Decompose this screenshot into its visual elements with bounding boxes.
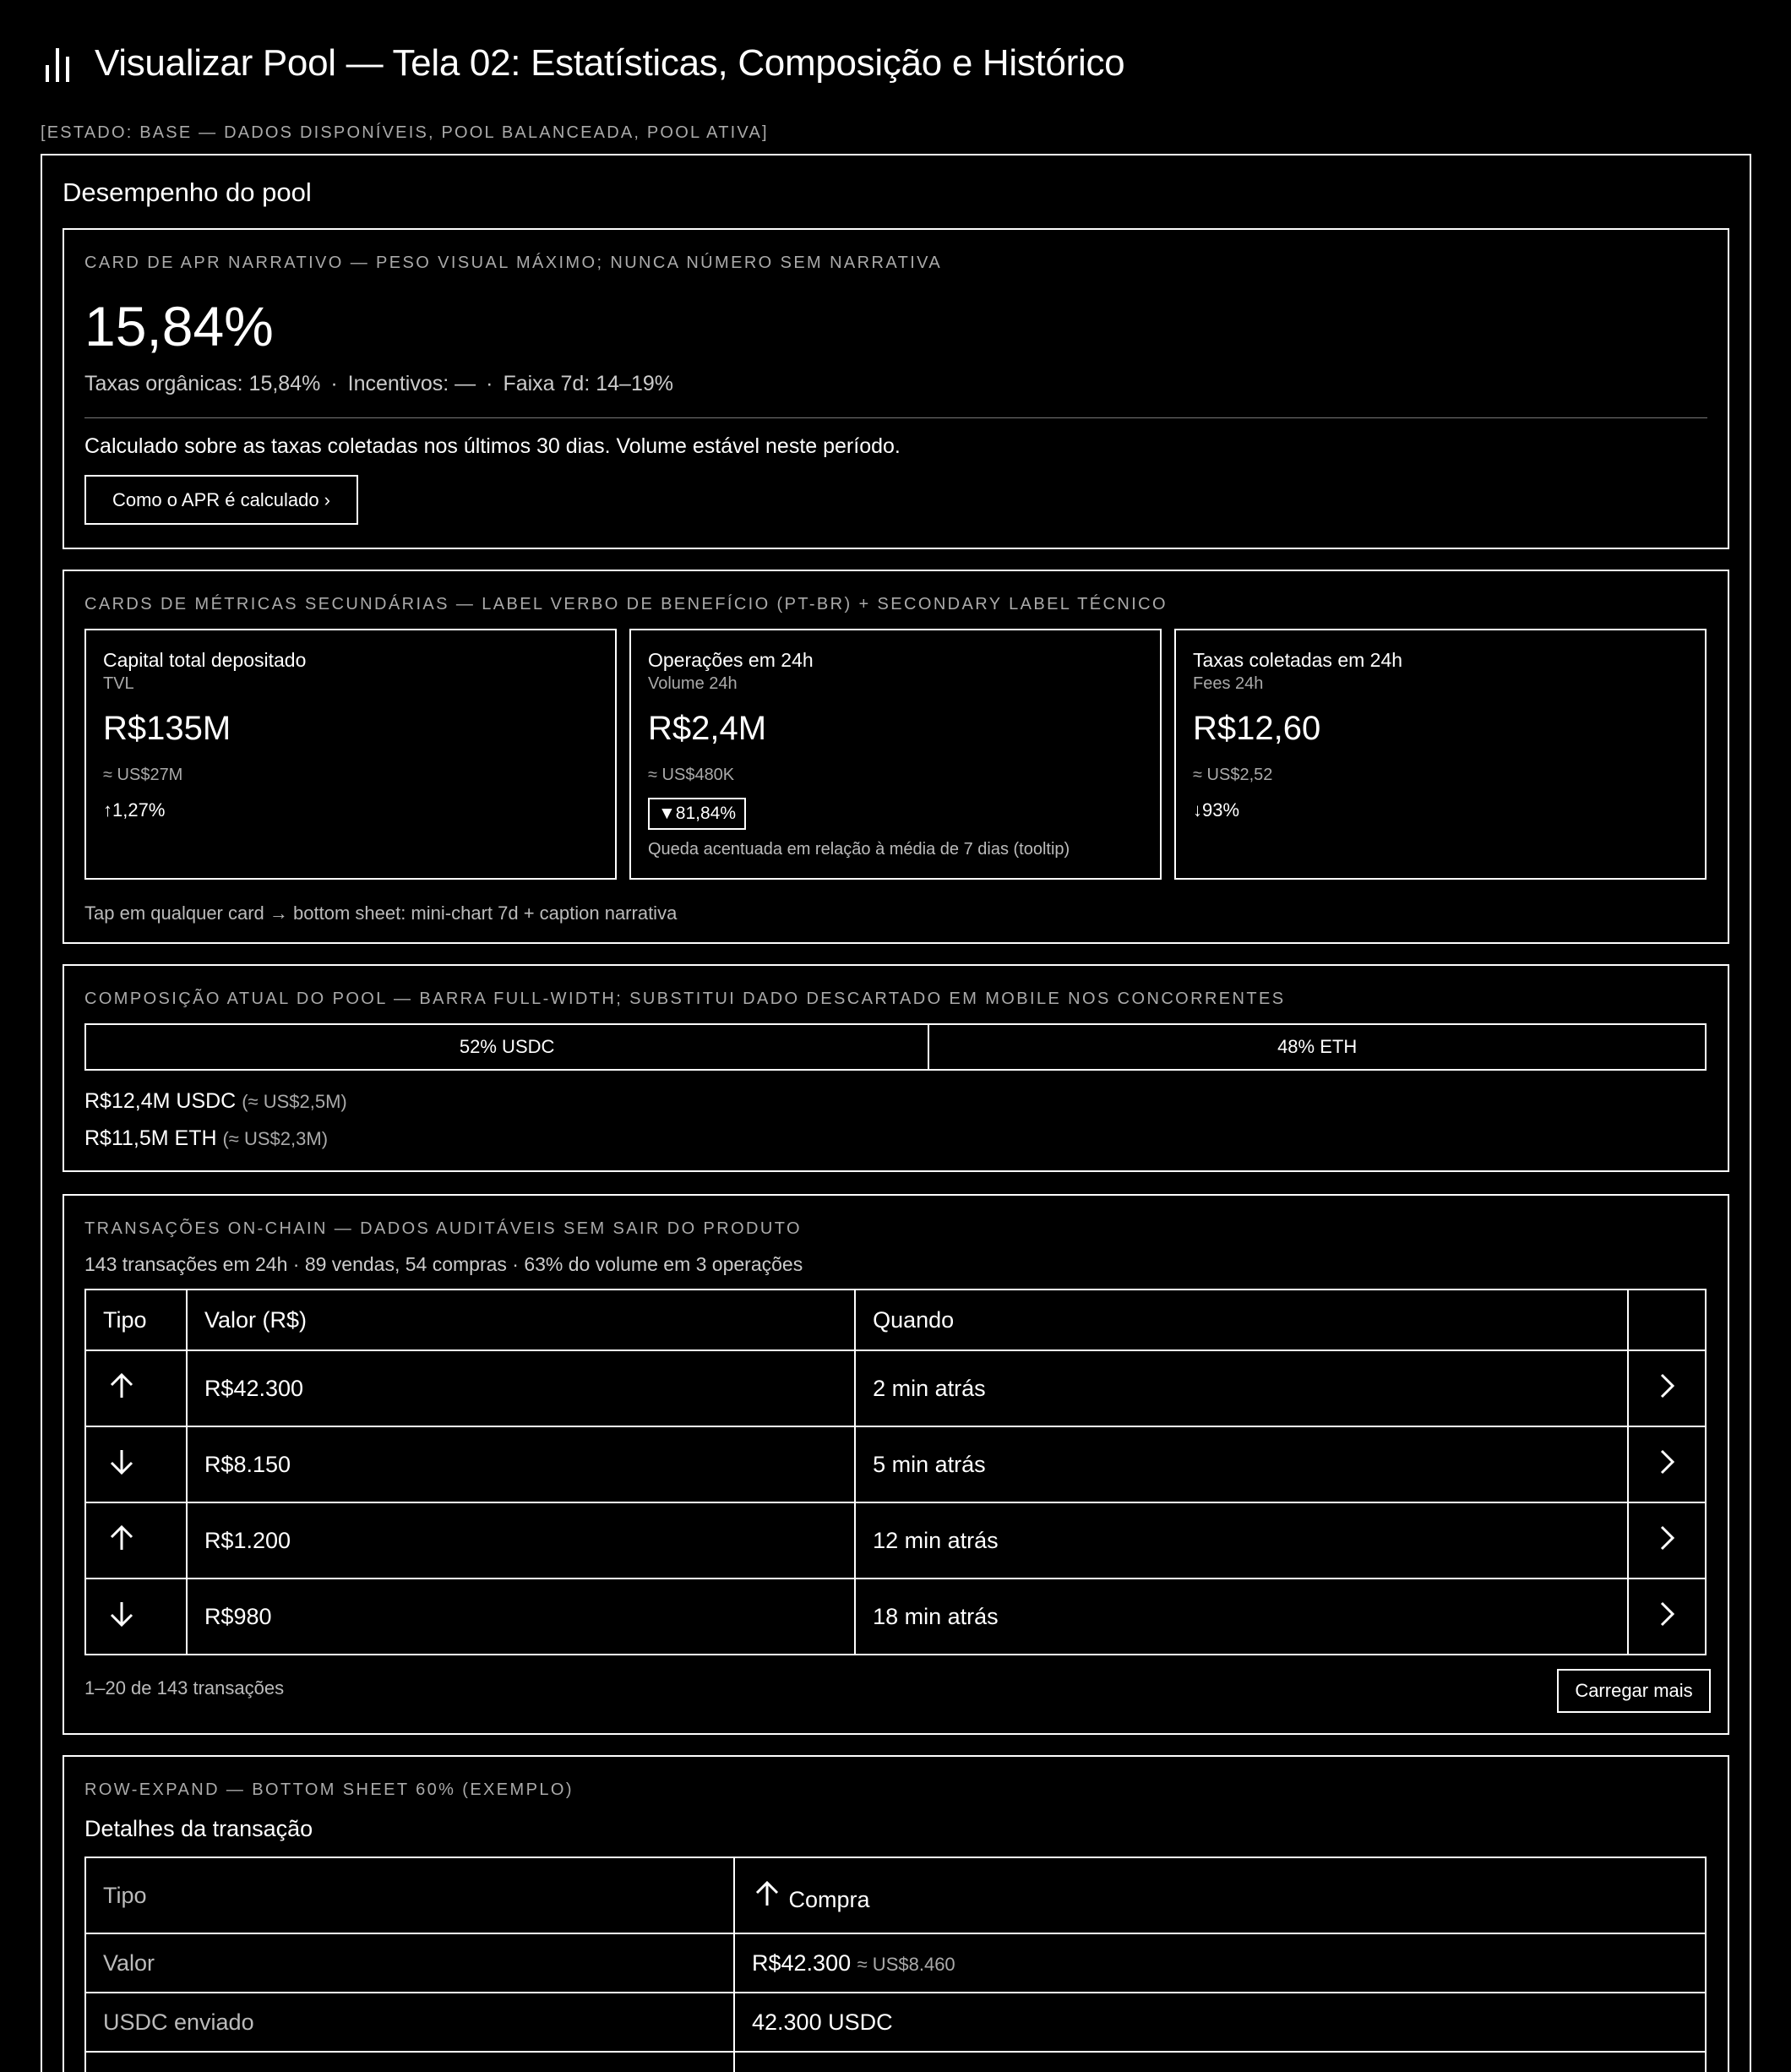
chevron-right-icon [1655,1524,1679,1552]
arrow-up-icon [752,1878,782,1909]
detail-amount: R$42.300 [752,1949,852,1976]
secondary-metrics [63,570,1729,944]
page-title: Visualizar Pool — Tela 02: Estatísticas, Composição e Histórico [95,42,1125,84]
composition-bar [84,1023,1707,1071]
apr-range: Faixa 7d: 14–19% [503,372,673,395]
details-caption: ROW-EXPAND — BOTTOM SHEET 60% (EXEMPLO) [84,1780,574,1799]
detail-value [734,2052,1706,2072]
metric-value: R$2,4M [648,710,767,747]
chevron-right-icon [1655,1448,1679,1476]
column-header-action [1628,1290,1706,1350]
state-label: [ESTADO: BASE — DADOS DISPONÍVEIS, POOL BALANCEADA, POOL ATIVA] [41,123,769,142]
detail-usd: ≈ US$8.460 [857,1953,955,1975]
pool-performance-panel [41,154,1751,2072]
detail-value [734,1933,1706,1993]
detail-row [85,1933,1706,1993]
detail-value [734,1857,1706,1933]
table-row[interactable] [85,1350,1706,1426]
metric-card-tvl[interactable] [84,629,617,880]
metric-tech-label: Volume 24h [648,674,738,693]
apr-value: 15,84% [84,295,274,357]
composition-caption: COMPOSIÇÃO ATUAL DO POOL — BARRA FULL-WIDTH; SUBSTITUI DADO DESCARTADO EM MOBILE NOS CONCORRENTES [84,990,1286,1008]
detail-row [85,1857,1706,1933]
chevron-right-icon [1655,1600,1679,1628]
detail-key: USDC enviado [85,1993,734,2052]
metric-value: R$135M [103,710,231,747]
transactions-panel [63,1194,1729,1735]
when-cell: 18 min atrás [855,1579,1628,1655]
row-expand-button[interactable] [1628,1426,1706,1502]
detail-value: 42.300 USDC [734,1993,1706,2052]
composition-amount: R$11,5M ETH [84,1126,217,1150]
composition-amount: R$12,4M USDC [84,1089,237,1113]
value-cell: R$8.150 [187,1426,855,1502]
table-row[interactable] [85,1502,1706,1579]
arrow-down-icon [106,1447,137,1477]
detail-key: Tipo [85,1857,734,1933]
arrow-down-icon [106,1599,137,1629]
table-row[interactable] [85,1579,1706,1655]
section-title: Desempenho do pool [63,177,312,207]
metric-tech-label: TVL [103,674,134,693]
type-cell [85,1579,187,1655]
transactions-summary: 143 transações em 24h · 89 vendas, 54 compras · 63% do volume em 3 operações [84,1253,803,1275]
value-cell: R$980 [187,1579,855,1655]
detail-row [85,1993,1706,2052]
metric-delta: ↑1,27% [103,799,166,821]
metric-tech-label: Fees 24h [1193,674,1264,693]
bar-chart-icon [42,43,76,84]
metric-label: Taxas coletadas em 24h [1193,649,1403,671]
row-expand-button[interactable] [1628,1579,1706,1655]
value-cell: R$42.300 [187,1350,855,1426]
apr-card-caption: CARD DE APR NARRATIVO — PESO VISUAL MÁXIMO; NUNCA NÚMERO SEM NARRATIVA [84,254,943,272]
metrics-hint: Tap em qualquer card → bottom sheet: mini-chart 7d + caption narrativa [84,902,678,924]
metric-value: R$12,60 [1193,710,1321,747]
composition-usd: (≈ US$2,5M) [242,1091,347,1112]
detail-row [85,2052,1706,2072]
metric-label: Operações em 24h [648,649,814,671]
detail-key [85,2052,734,2072]
detail-type-label: Compra [788,1886,870,1912]
metric-card-volume[interactable] [629,629,1162,880]
metric-card-fees[interactable] [1174,629,1707,880]
transactions-caption: TRANSAÇÕES ON-CHAIN — DADOS AUDITÁVEIS SEM SAIR DO PRODUTO [84,1219,802,1238]
table-header-row [85,1290,1706,1350]
metrics-caption: CARDS DE MÉTRICAS SECUNDÁRIAS — LABEL VERBO DE BENEFÍCIO (PT-BR) + SECONDARY LABEL TÉCNICO [84,595,1168,613]
apr-explanation-button[interactable]: Como o APR é calculado › [84,475,358,525]
transactions-table [84,1289,1707,1655]
metric-usd: ≈ US$2,52 [1193,766,1273,784]
metric-usd: ≈ US$480K [648,766,735,784]
arrow-up-icon [106,1371,137,1401]
table-row[interactable] [85,1426,1706,1502]
details-table [84,1857,1707,2072]
composition-usd: (≈ US$2,3M) [222,1128,329,1149]
composition-segment-usdc: 52% USDC [459,1036,555,1057]
when-cell: 5 min atrás [855,1426,1628,1502]
divider [84,417,1707,418]
apr-incentives: Incentivos: — [347,372,476,395]
composition-segment-eth: 48% ETH [928,1025,1705,1069]
chevron-right-icon [1655,1371,1679,1400]
when-cell: 2 min atrás [855,1350,1628,1426]
load-more-button[interactable]: Carregar mais [1557,1669,1711,1713]
separator: · [330,372,338,395]
metric-delta-badge[interactable]: ▼81,84% [648,798,746,830]
metric-label: Capital total depositado [103,649,307,671]
column-header-when: Quando [855,1290,1628,1350]
column-header-value: Valor (R$) [187,1290,855,1350]
transactions-pager: 1–20 de 143 transações [84,1677,285,1698]
details-heading: Detalhes da transação [84,1816,313,1841]
metric-usd: ≈ US$27M [103,766,183,784]
type-cell [85,1426,187,1502]
metric-delta: ↓93% [1193,799,1240,821]
composition-line-eth [84,1126,328,1151]
apr-breakdown [84,372,673,396]
type-cell [85,1502,187,1579]
page-header [42,42,1124,85]
apr-card [63,228,1729,549]
transaction-details-sheet [63,1755,1729,2072]
apr-narrative: Calculado sobre as taxas coletadas nos últimos 30 dias. Volume estável neste período. [84,434,901,458]
arrow-up-icon [106,1523,137,1553]
when-cell: 12 min atrás [855,1502,1628,1579]
value-cell: R$1.200 [187,1502,855,1579]
composition-line-usdc [84,1089,347,1114]
type-cell [85,1350,187,1426]
separator: · [486,372,493,395]
column-header-type: Tipo [85,1290,187,1350]
apr-organic: Taxas orgânicas: 15,84% [84,372,321,395]
detail-key: Valor [85,1933,734,1993]
row-expand-button[interactable] [1628,1350,1706,1426]
metric-tooltip: Queda acentuada em relação à média de 7 dias (tooltip) [648,840,1070,859]
row-expand-button[interactable] [1628,1502,1706,1579]
pool-composition [63,964,1729,1172]
